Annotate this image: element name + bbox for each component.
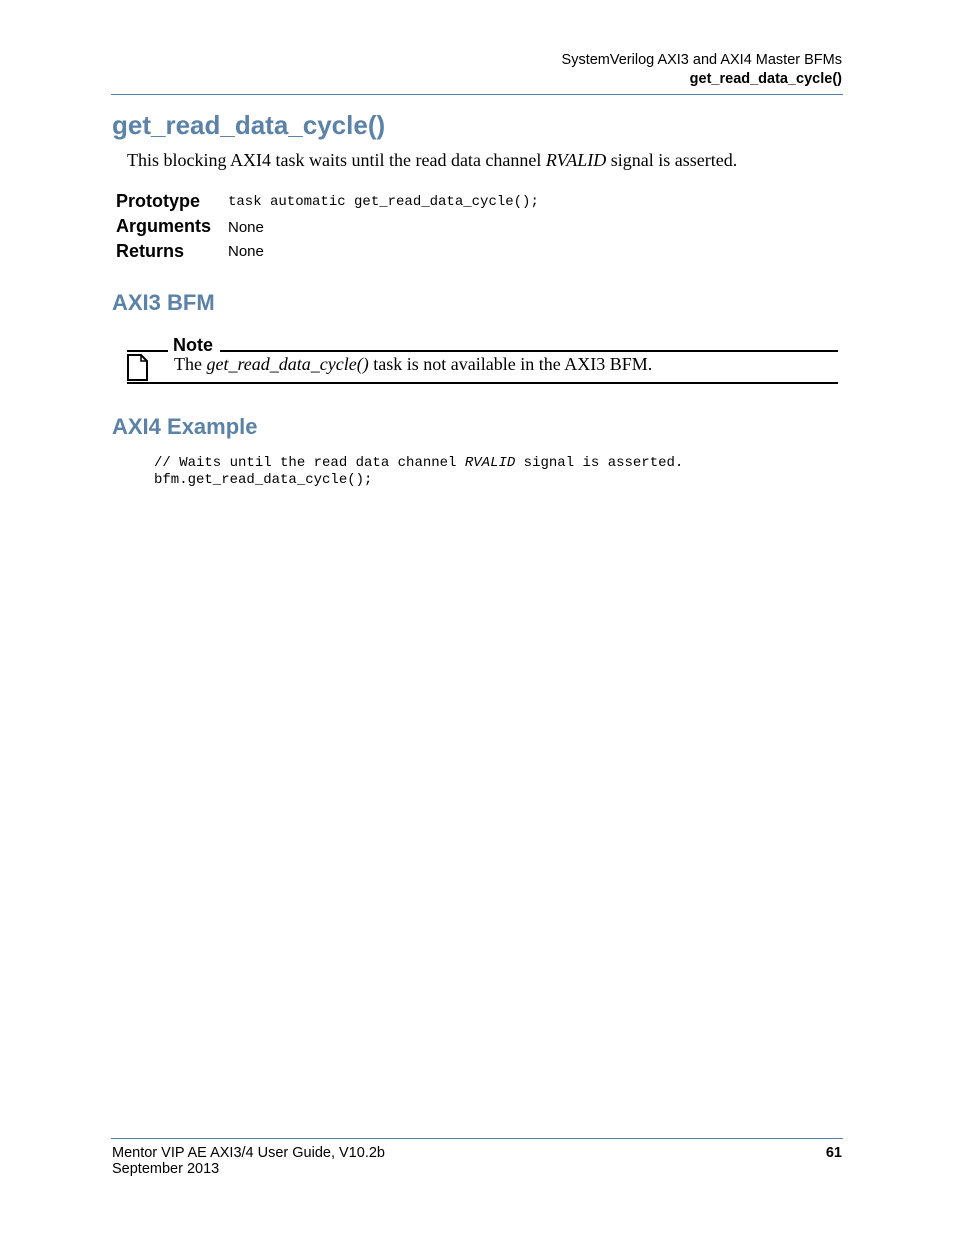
code-line-call: bfm.get_read_data_cycle(); bbox=[154, 472, 373, 488]
note-page-icon bbox=[126, 354, 150, 382]
arguments-label: Arguments bbox=[116, 216, 212, 236]
note-text-after: task is not available in the AXI3 BFM. bbox=[368, 354, 653, 374]
note-bottom-rule bbox=[127, 382, 838, 384]
running-header-section: SystemVerilog AXI3 and AXI4 Master BFMs bbox=[561, 52, 842, 68]
prototype-label: Prototype bbox=[116, 191, 201, 211]
code-comment-signal: RVALID bbox=[464, 455, 516, 471]
prototype-value: task automatic get_read_data_cycle(); bbox=[228, 194, 539, 210]
axi4-example-heading: AXI4 Example bbox=[112, 414, 258, 439]
note-task-name: get_read_data_cycle() bbox=[206, 354, 369, 374]
footer-rule bbox=[111, 1138, 843, 1139]
note-text-before: The bbox=[174, 354, 207, 374]
note-label: Note bbox=[173, 335, 213, 355]
footer-date: September 2013 bbox=[112, 1161, 220, 1177]
note-text bbox=[174, 354, 652, 375]
code-comment-before: // Waits until the read data channel bbox=[154, 455, 465, 471]
page-number: 61 bbox=[825, 1145, 842, 1161]
code-comment-after: signal is asserted. bbox=[515, 455, 684, 471]
running-header-topic: get_read_data_cycle() bbox=[689, 71, 842, 87]
code-line-comment bbox=[154, 455, 683, 471]
intro-text-after: signal is asserted. bbox=[606, 150, 738, 170]
axi3-heading: AXI3 BFM bbox=[112, 290, 215, 315]
intro-paragraph bbox=[127, 150, 737, 171]
note-top-rule bbox=[127, 350, 838, 352]
returns-value: None bbox=[228, 243, 264, 260]
intro-signal: RVALID bbox=[545, 150, 607, 170]
header-rule bbox=[111, 94, 843, 95]
page-title: get_read_data_cycle() bbox=[112, 110, 386, 140]
footer-guide-title: Mentor VIP AE AXI3/4 User Guide, V10.2b bbox=[112, 1145, 385, 1161]
arguments-value: None bbox=[228, 219, 264, 236]
intro-text-before: This blocking AXI4 task waits until the read data channel bbox=[127, 150, 546, 170]
returns-label: Returns bbox=[116, 241, 185, 261]
